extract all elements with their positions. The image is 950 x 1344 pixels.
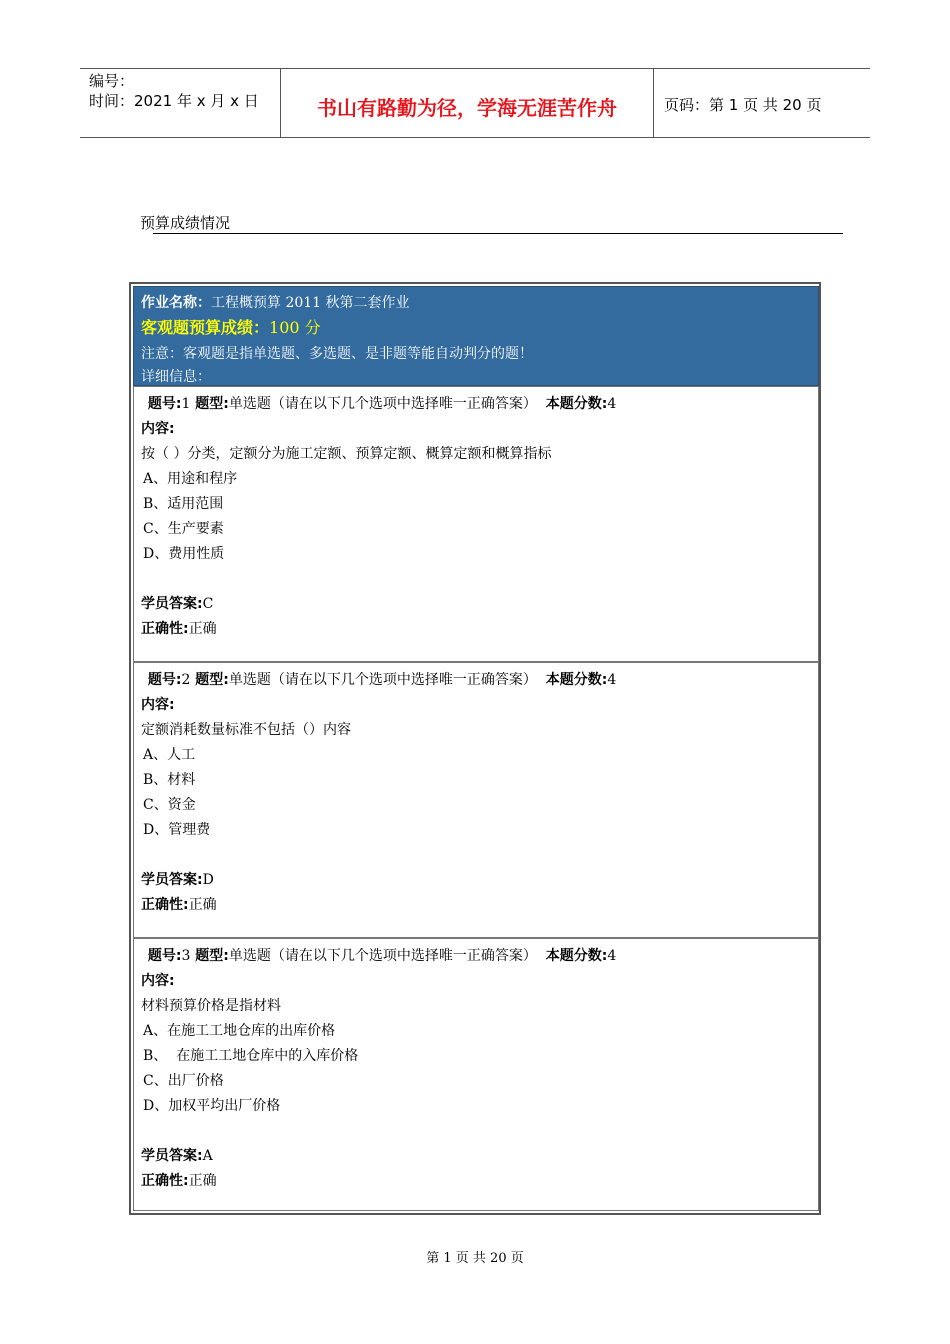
option-d: D、管理费 xyxy=(143,822,211,838)
page-footer: 第 1 页 共 20 页 xyxy=(426,1251,524,1266)
option-a: A、用途和程序 xyxy=(143,471,238,487)
objective-score: 客观题预算成绩：100 分 xyxy=(141,318,321,337)
content-label: 内容: xyxy=(141,697,175,713)
header-page-info: 页码：第 1 页 共 20 页 xyxy=(664,95,822,114)
content-label: 内容: xyxy=(141,421,175,437)
question-stem: 按（ ）分类，定额分为施工定额、预算定额、概算定额和概算指标 xyxy=(141,446,552,462)
content-label: 内容: xyxy=(141,973,175,989)
correctness: 正确性:正确 xyxy=(141,1173,217,1189)
assignment-name: 作业名称：工程概预算 2011 秋第二套作业 xyxy=(141,295,410,311)
option-d: D、费用性质 xyxy=(143,546,225,562)
section-title: 预算成绩情况 xyxy=(140,214,231,232)
option-c: C、出厂价格 xyxy=(143,1073,224,1089)
assignment-summary xyxy=(133,286,819,386)
question-card xyxy=(133,386,819,662)
question-header: 题号:2 题型:单选题（请在以下几个选项中选择唯一正确答案） 本题分数:4 xyxy=(147,672,617,688)
question-stem: 定额消耗数量标准不包括（）内容 xyxy=(141,722,351,738)
score-report xyxy=(129,282,821,1215)
option-a: A、在施工工地仓库的出库价格 xyxy=(143,1023,336,1039)
option-b: B、适用范围 xyxy=(143,496,224,512)
option-d: D、加权平均出厂价格 xyxy=(143,1098,281,1114)
question-card xyxy=(133,938,819,1211)
option-c: C、资金 xyxy=(143,797,196,813)
section-divider xyxy=(153,233,843,234)
header-motto: 书山有路勤为径，学海无涯苦作舟 xyxy=(281,69,654,137)
question-header: 题号:1 题型:单选题（请在以下几个选项中选择唯一正确答案） 本题分数:4 xyxy=(147,396,617,412)
option-c: C、生产要素 xyxy=(143,521,224,537)
student-answer: 学员答案:D xyxy=(141,872,214,888)
time-label: 时间：2021 年 x 月 x 日 xyxy=(89,92,259,110)
detail-label: 详细信息： xyxy=(141,369,211,385)
option-b: B、 在施工工地仓库中的入库价格 xyxy=(143,1048,359,1064)
correctness: 正确性:正确 xyxy=(141,621,217,637)
question-stem: 材料预算价格是指材料 xyxy=(141,998,281,1014)
option-b: B、材料 xyxy=(143,772,196,788)
option-a: A、人工 xyxy=(143,747,196,763)
question-card xyxy=(133,662,819,938)
document-header xyxy=(80,68,870,138)
student-answer: 学员答案:A xyxy=(141,1148,213,1164)
assignment-note: 注意：客观题是指单选题、多选题、是非题等能自动判分的题！ xyxy=(141,346,533,362)
correctness: 正确性:正确 xyxy=(141,897,217,913)
header-meta xyxy=(80,69,281,137)
question-header: 题号:3 题型:单选题（请在以下几个选项中选择唯一正确答案） 本题分数:4 xyxy=(147,948,617,964)
student-answer: 学员答案:C xyxy=(141,596,214,612)
serial-label: 编号： xyxy=(89,72,135,90)
